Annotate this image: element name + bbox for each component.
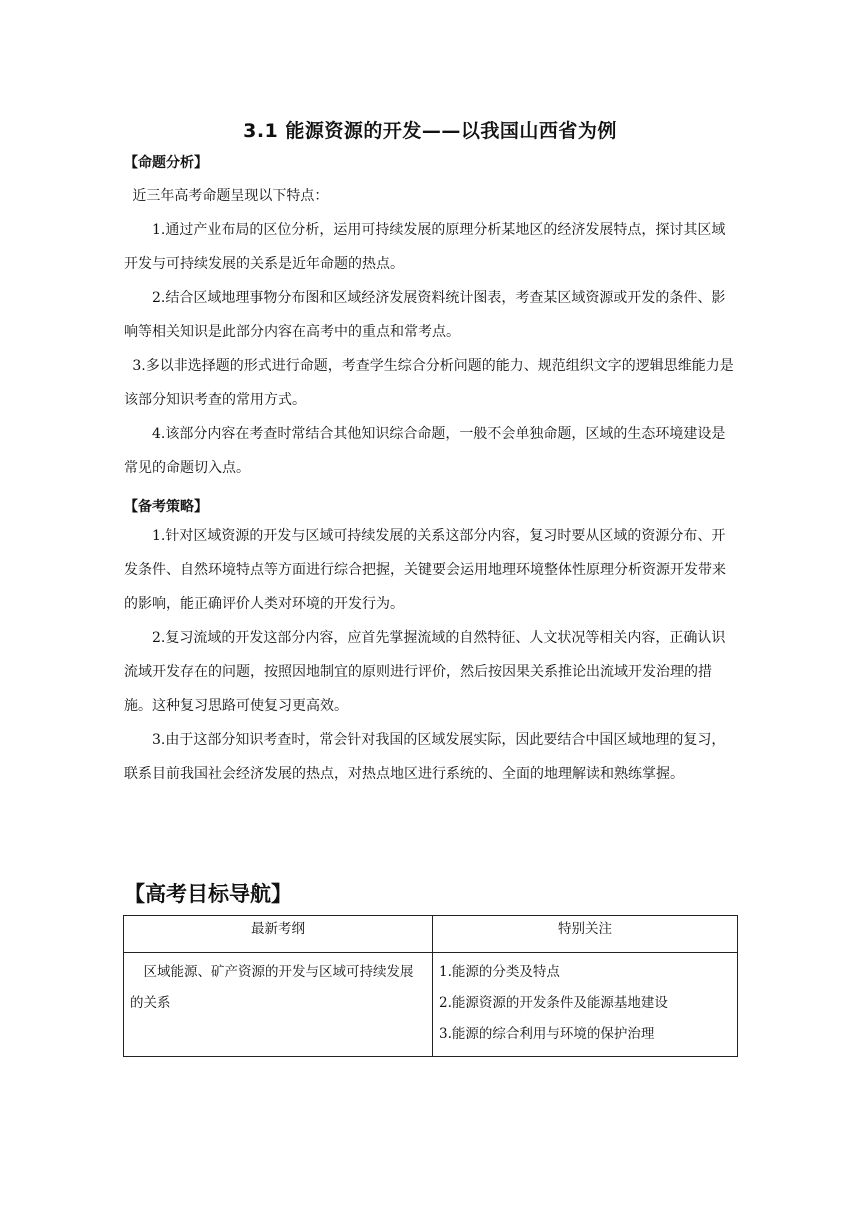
exam-target-table [123, 915, 738, 1057]
header-syllabus: 最新考纲 [124, 916, 433, 953]
strategy-point-1: 1.针对区域资源的开发与区域可持续发展的关系这部分内容，复习时要从区域的资源分布、开发条件、自然环境特点等方面进行综合把握，关键要会运用地理环境整体性原理分析资源开发带来的影响，能正确评价人类对环境的开发行为。 [124, 528, 726, 612]
header-focus: 特别关注 [433, 916, 738, 953]
analysis-point-2: 2.结合区域地理事物分布图和区域经济发展资料统计图表，考查某区域资源或开发的条件、影响等相关知识是此部分内容在高考中的重点和常考点。 [124, 290, 726, 340]
analysis-point-1: 1.通过产业布局的区位分析，运用可持续发展的原理分析某地区的经济发展特点，探讨其区域开发与可持续发展的关系是近年命题的热点。 [124, 222, 726, 272]
strategy-point-2: 2.复习流域的开发这部分内容，应首先掌握流域的自然特征、人文状况等相关内容，正确认识流域开发存在的问题，按照因地制宜的原则进行评价，然后按因果关系推论出流域开发治理的措施。这种复习思路可使复习更高效。 [124, 630, 726, 714]
strategy-point-3: 3.由于这部分知识考查时，常会针对我国的区域发展实际，因此要结合中国区域地理的复习，联系目前我国社会经济发展的热点，对热点地区进行系统的、全面的地理解读和熟练掌握。 [124, 732, 726, 782]
syllabus-cell: 区域能源、矿产资源的开发与区域可持续发展的关系 [124, 953, 433, 1057]
table-header-row [124, 916, 738, 953]
table-row [124, 953, 738, 1057]
analysis-intro: 近三年高考命题呈现以下特点： [132, 188, 329, 204]
analysis-point-3: 3.多以非选择题的形式进行命题，考查学生综合分析问题的能力、规范组织文字的逻辑思维能力是该部分知识考查的常用方式。 [124, 358, 734, 408]
analysis-heading: 【命题分析】 [124, 155, 208, 171]
focus-item-3: 3.能源的综合利用与环境的保护治理 [439, 1026, 655, 1042]
navigation-heading: 【高考目标导航】 [124, 882, 292, 906]
focus-cell [433, 953, 738, 1057]
document-title: 3.1 能源资源的开发——以我国山西省为例 [243, 120, 617, 142]
focus-item-1: 1.能源的分类及特点 [439, 964, 560, 980]
focus-item-2: 2.能源资源的开发条件及能源基地建设 [439, 995, 668, 1011]
strategy-heading: 【备考策略】 [124, 499, 208, 515]
analysis-point-4: 4.该部分内容在考查时常结合其他知识综合命题，一般不会单独命题，区域的生态环境建设是常见的命题切入点。 [124, 426, 726, 476]
